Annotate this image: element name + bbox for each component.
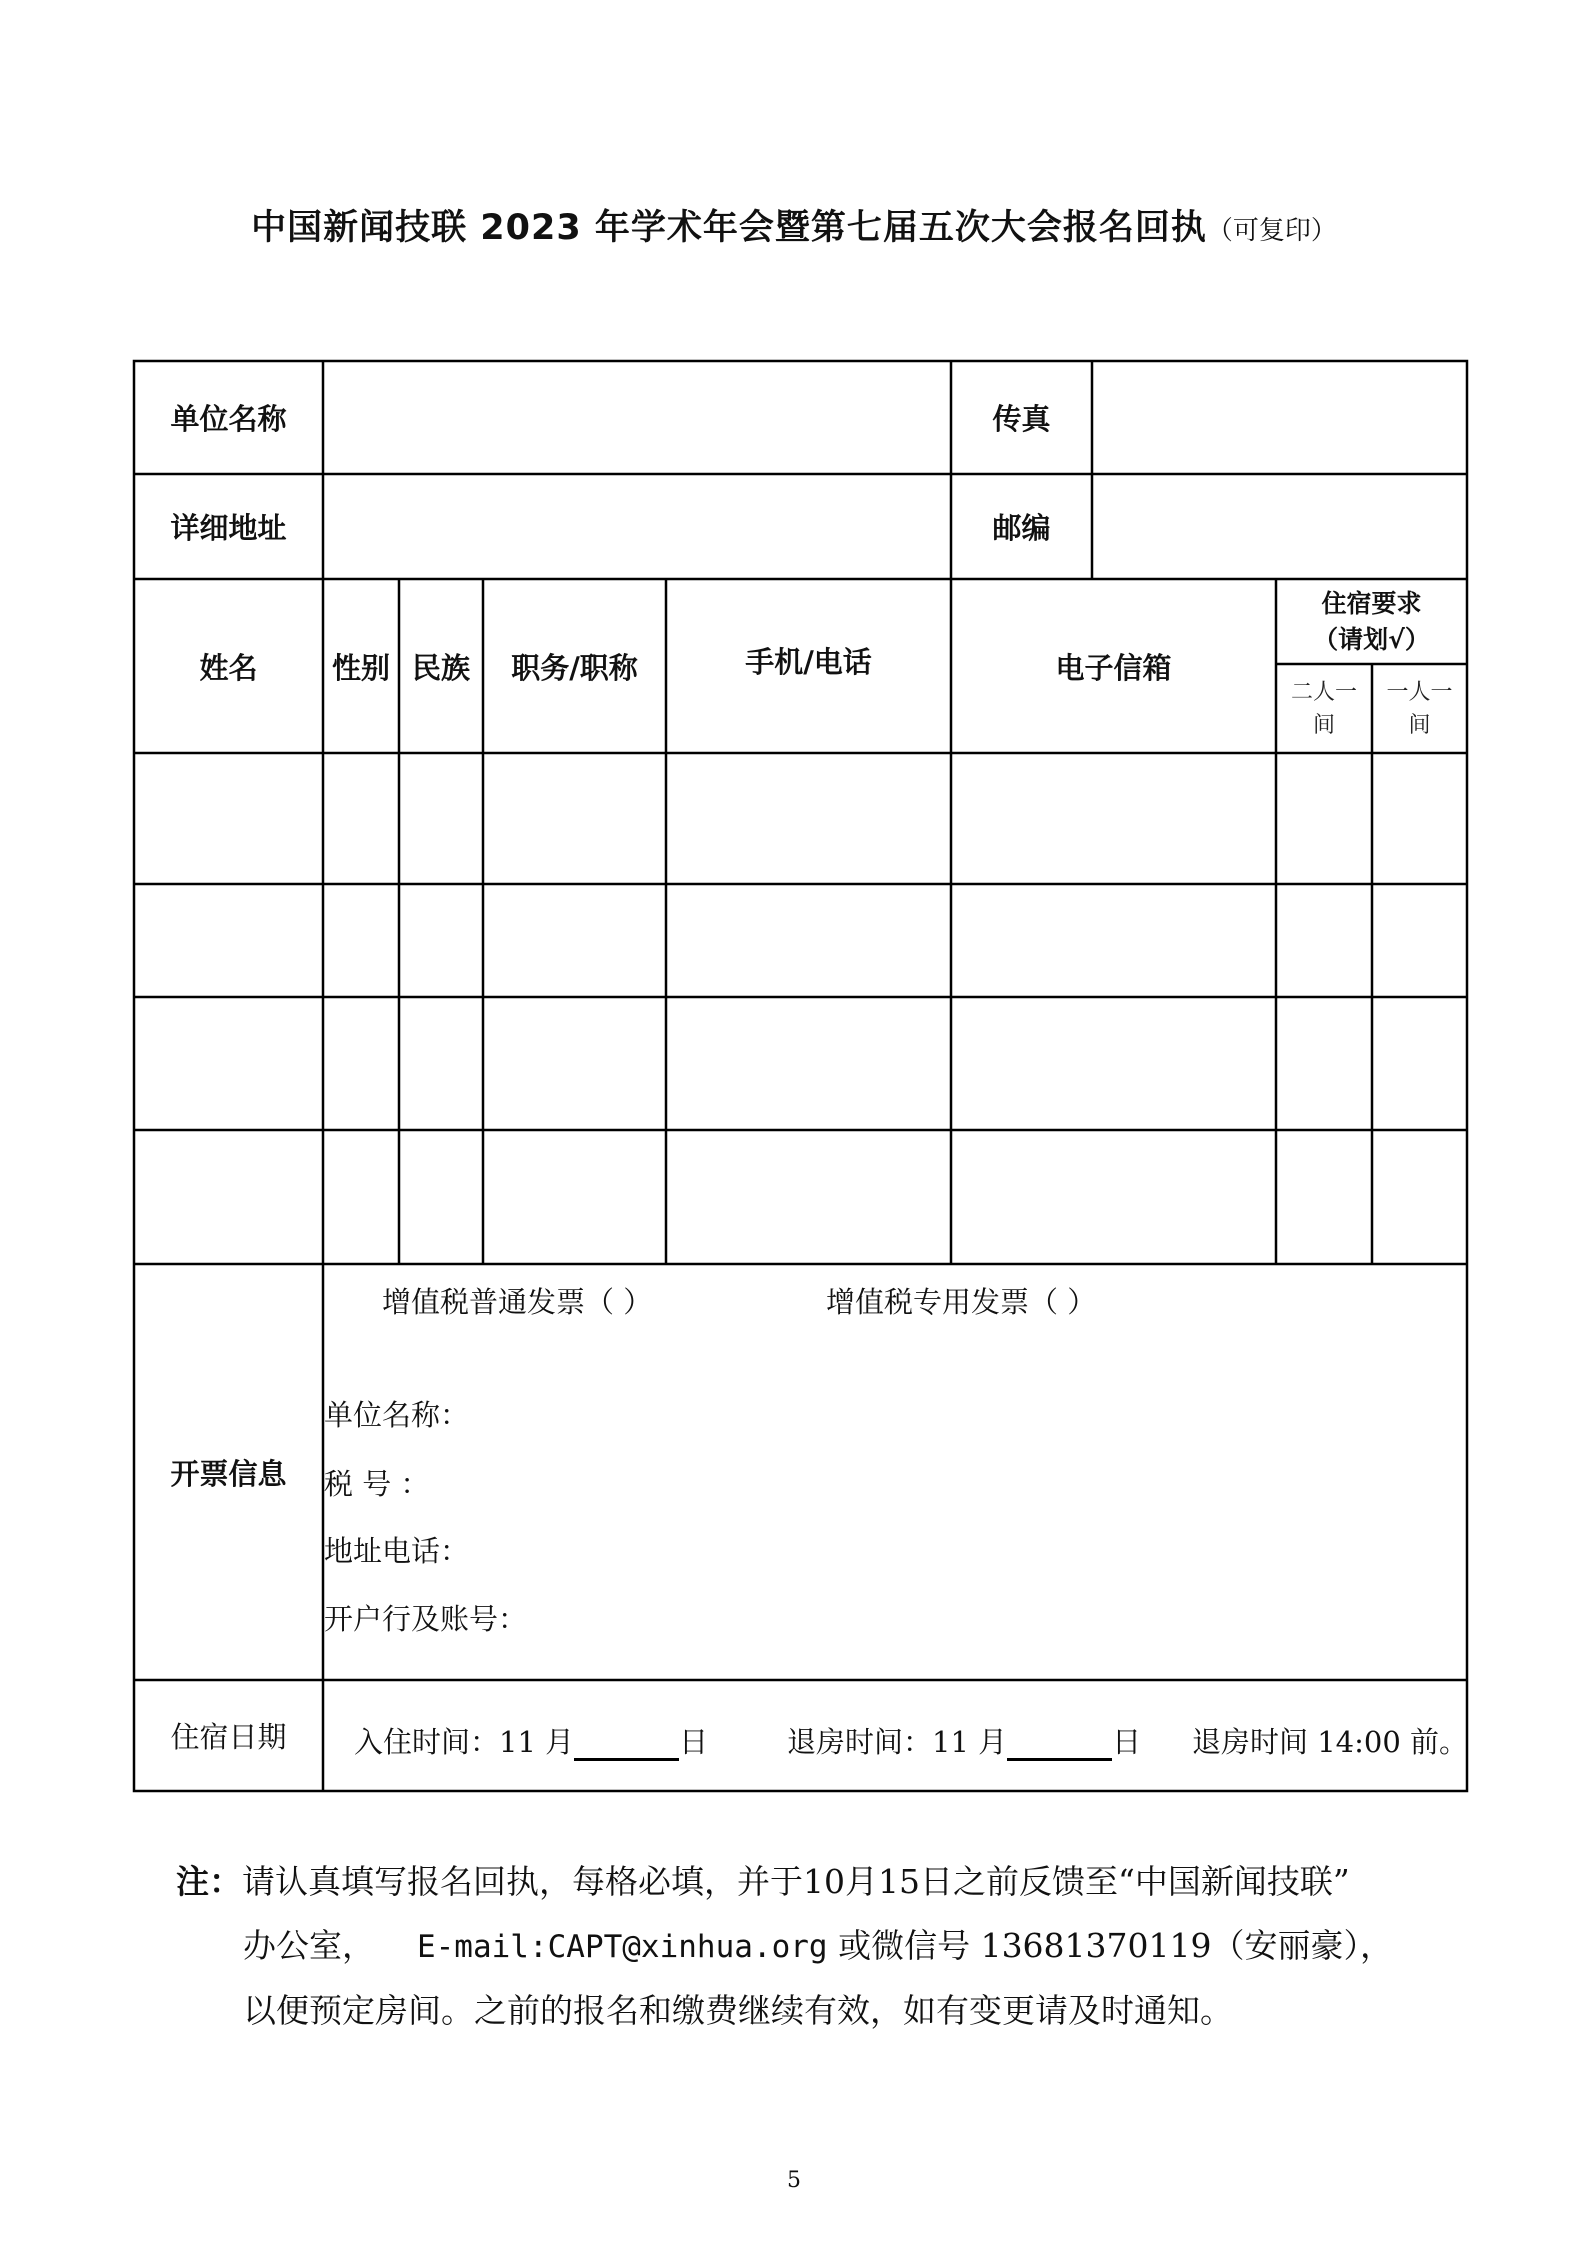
checkin-day-blank[interactable] xyxy=(574,1730,679,1761)
col-header-name: 姓名 xyxy=(199,650,258,685)
invoice-bank-account: 开户行及账号： xyxy=(324,1602,528,1636)
col-header-ethnicity: 民族 xyxy=(411,650,470,685)
col-header-single-room: 一人一间 xyxy=(1386,679,1453,738)
note-wechat: 或微信号 13681370119（安丽豪）， xyxy=(838,1926,1394,1965)
checkin-day-suffix: 日 xyxy=(679,1725,709,1759)
address-label: 详细地址 xyxy=(170,511,287,545)
attendee-row-3[interactable] xyxy=(134,997,1467,1130)
stay-date-label: 住宿日期 xyxy=(170,1720,287,1754)
col-header-lodging xyxy=(1276,579,1467,664)
title-subtitle: （可复印） xyxy=(1206,216,1337,246)
special-vat-option[interactable]: 增值税专用发票（ ） xyxy=(826,1285,1097,1319)
fax-field[interactable] xyxy=(1092,361,1467,474)
invoice-label: 开票信息 xyxy=(170,1456,287,1491)
note-line-3: 以便预定房间。之前的报名和缴费继续有效，如有变更请及时通知。 xyxy=(243,1991,1233,2030)
checkout-note: 退房时间 14:00 前。 xyxy=(1192,1725,1469,1759)
address-field[interactable] xyxy=(323,474,951,579)
col-header-double-room: 二人一间 xyxy=(1290,679,1357,738)
invoice-tax-number: 税 号 ： xyxy=(324,1467,430,1501)
note-text-1: 请认真填写报名回执，每格必填，并于10月15日之前反馈至“中国新闻技联” xyxy=(242,1862,1350,1901)
note-line-2 xyxy=(243,1920,1393,1967)
postcode-field[interactable] xyxy=(1092,474,1467,579)
checkin-time xyxy=(354,1720,708,1761)
page-number: 5 xyxy=(787,2168,801,2193)
attendee-row-1[interactable] xyxy=(134,753,1467,884)
checkout-day-blank[interactable] xyxy=(1007,1730,1112,1761)
attendee-row-4[interactable] xyxy=(134,1130,1467,1264)
invoice-unit-name: 单位名称： xyxy=(324,1398,470,1432)
note-office: 办公室， xyxy=(243,1926,375,1965)
title-main: 中国新闻技联 2023 年学术年会暨第七届五次大会报名回执 xyxy=(251,208,1207,248)
fax-label: 传真 xyxy=(992,402,1051,436)
invoice-address-phone: 地址电话： xyxy=(324,1534,470,1568)
lodging-label: 住宿要求 xyxy=(1321,588,1422,618)
note-line-1 xyxy=(176,1856,1350,1903)
note-label: 注： xyxy=(176,1862,242,1901)
col-header-gender: 性别 xyxy=(331,650,390,685)
unit-name-label: 单位名称 xyxy=(170,402,287,436)
lodging-hint: （请划√） xyxy=(1313,624,1430,654)
attendee-row-2[interactable] xyxy=(134,884,1467,997)
checkout-prefix: 退房时间：11 月 xyxy=(787,1725,1008,1759)
checkin-prefix: 入住时间：11 月 xyxy=(354,1725,575,1759)
col-header-email: 电子信箱 xyxy=(1055,650,1172,685)
checkout-day-suffix: 日 xyxy=(1112,1725,1142,1759)
checkout-time xyxy=(787,1720,1141,1761)
general-vat-option[interactable]: 增值税普通发票（ ） xyxy=(382,1285,653,1319)
note-email[interactable]: E-mail:CAPT@xinhua.org xyxy=(416,1929,828,1965)
unit-name-field[interactable] xyxy=(323,361,951,474)
postcode-label: 邮编 xyxy=(992,511,1051,545)
col-header-phone: 手机/电话 xyxy=(745,644,872,679)
col-header-position: 职务/职称 xyxy=(511,650,638,685)
